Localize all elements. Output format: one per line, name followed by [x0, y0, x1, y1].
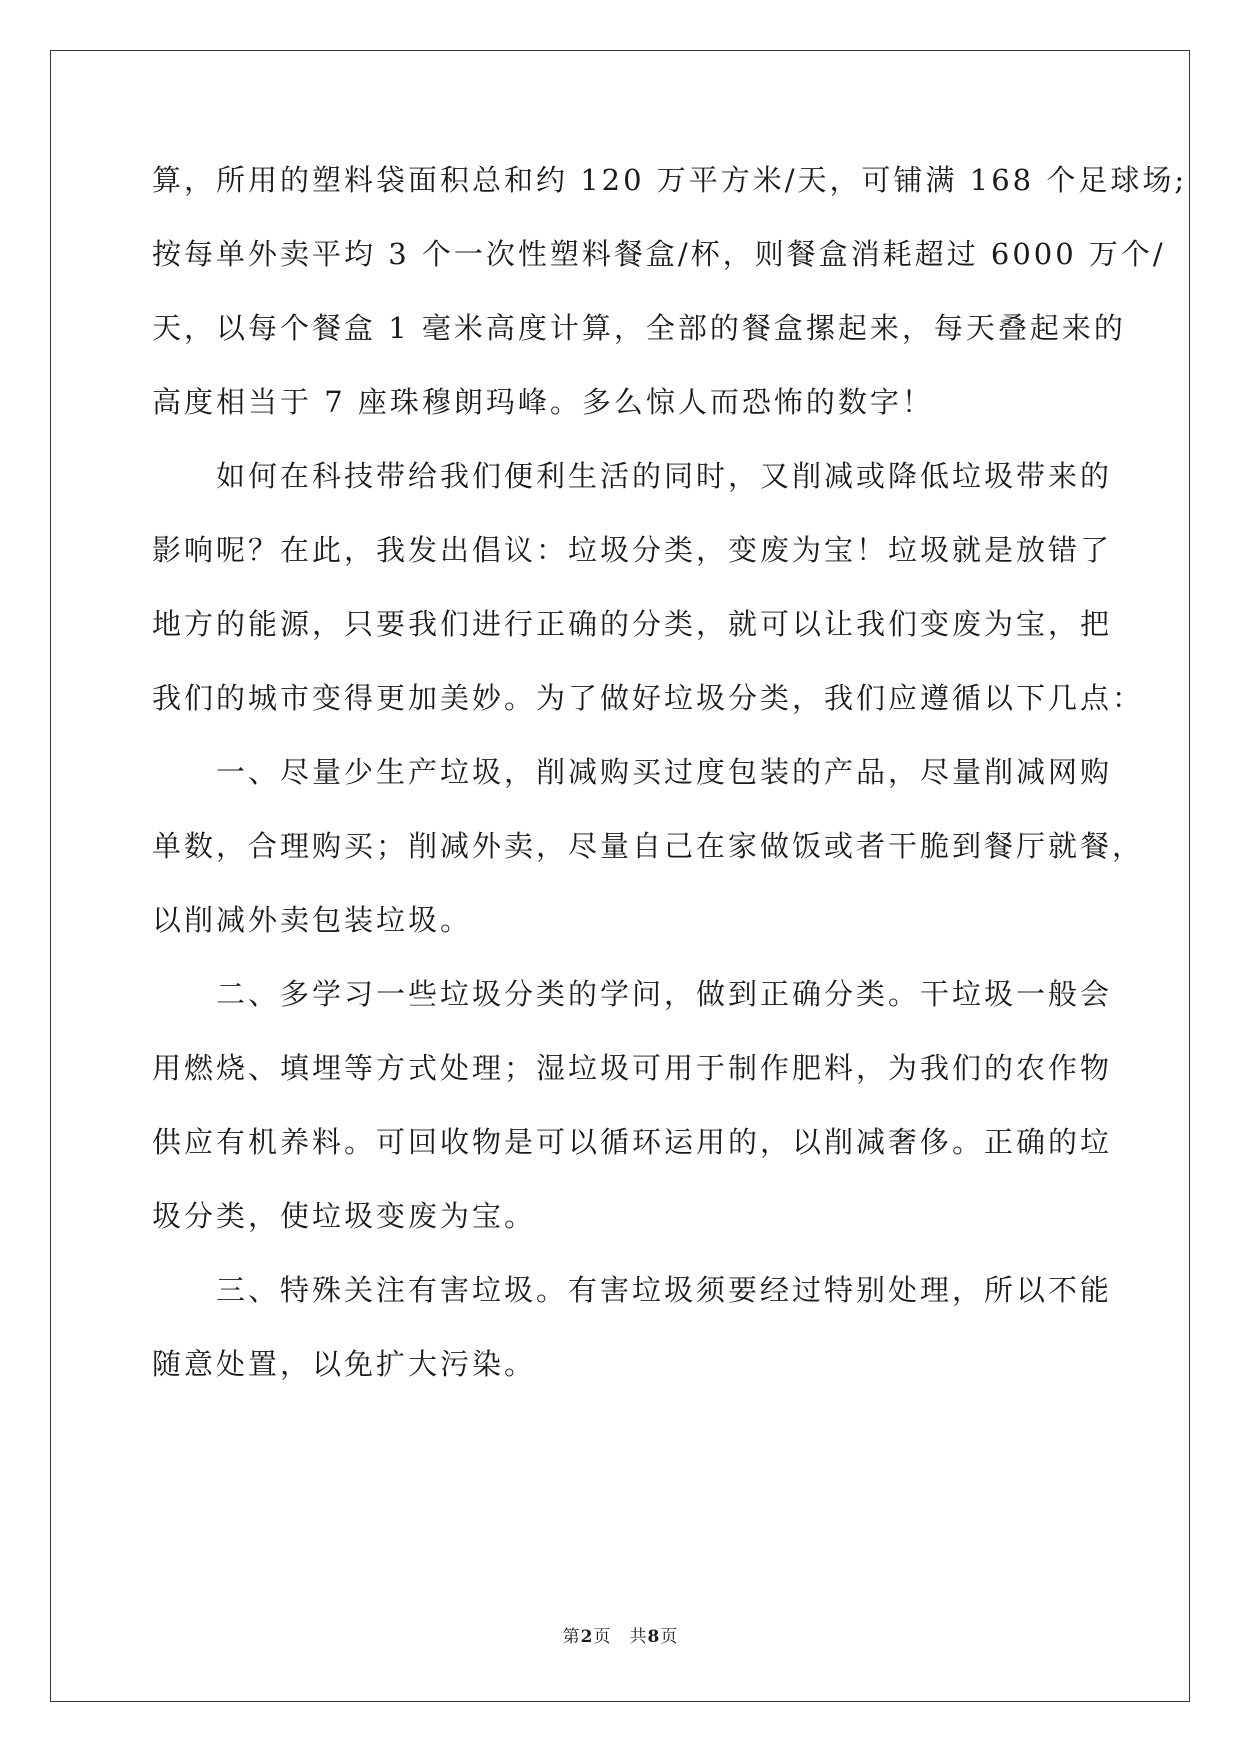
text-line: 圾分类，使垃圾变废为宝。: [152, 1199, 537, 1233]
text-line: 我们的城市变得更加美妙。为了做好垃圾分类，我们应遵循以下几点：: [152, 681, 1145, 715]
page-border: [50, 50, 1190, 1702]
total-prefix: 共: [629, 1627, 648, 1647]
text-line: 二、多学习一些垃圾分类的学问，做到正确分类。干垃圾一般会: [152, 977, 1113, 1011]
text-line: 天，以每个餐盒 1 毫米高度计算，全部的餐盒摞起来，每天叠起来的: [152, 311, 1126, 345]
page-footer: [0, 1622, 1241, 1647]
text-line: 用燃烧、填埋等方式处理；湿垃圾可用于制作肥料，为我们的农作物: [152, 1051, 1113, 1085]
total-pages: 8: [647, 1627, 661, 1647]
page-number: 2: [580, 1627, 594, 1647]
text-line: 按每单外卖平均 3 个一次性塑料餐盒/杯，则餐盒消耗超过 6000 万个/: [152, 237, 1166, 271]
text-line: 一、尽量少生产垃圾，削减购买过度包装的产品，尽量削减网购: [152, 755, 1113, 789]
text-line: 随意处置，以免扩大污染。: [152, 1347, 537, 1381]
text-line: 影响呢？在此，我发出倡议：垃圾分类，变废为宝！垃圾就是放错了: [152, 533, 1113, 567]
page-prefix: 第: [562, 1627, 581, 1647]
total-unit: 页: [660, 1627, 679, 1647]
text-line: 单数，合理购买；削减外卖，尽量自己在家做饭或者干脆到餐厅就餐，: [152, 829, 1145, 863]
text-line: 如何在科技带给我们便利生活的同时，又削减或降低垃圾带来的: [152, 459, 1113, 493]
text-line: 算，所用的塑料袋面积总和约 120 万平方米/天，可铺满 168 个足球场;: [152, 163, 1188, 197]
page-unit: 页: [593, 1627, 612, 1647]
text-line: 供应有机养料。可回收物是可以循环运用的，以削减奢侈。正确的垃: [152, 1125, 1113, 1159]
text-line: 以削减外卖包装垃圾。: [152, 903, 473, 937]
text-line: 三、特殊关注有害垃圾。有害垃圾须要经过特别处理，所以不能: [152, 1273, 1113, 1307]
text-line: 地方的能源，只要我们进行正确的分类，就可以让我们变废为宝，把: [152, 607, 1113, 641]
text-line: 高度相当于 7 座珠穆朗玛峰。多么惊人而恐怖的数字！: [152, 385, 934, 419]
